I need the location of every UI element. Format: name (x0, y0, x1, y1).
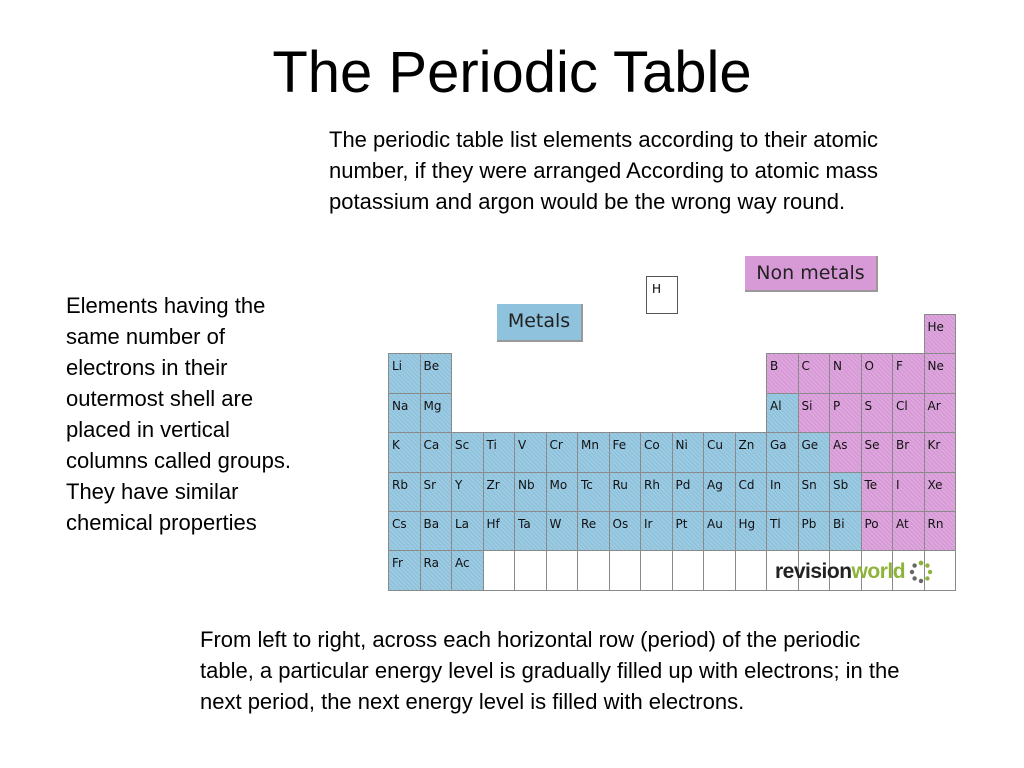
element-tc: Tc (577, 472, 610, 512)
element-empty (609, 550, 642, 590)
logo-dots-icon (909, 560, 933, 584)
table-gap (420, 314, 452, 353)
table-gap (892, 314, 924, 353)
table-gap (798, 314, 830, 353)
revisionworld-logo (775, 560, 933, 584)
element-as: As (829, 432, 862, 472)
element-cl: Cl (892, 393, 925, 433)
element-zn: Zn (735, 432, 768, 472)
element-pt: Pt (672, 511, 705, 551)
element-au: Au (703, 511, 736, 551)
element-ti: Ti (483, 432, 516, 472)
element-tl: Tl (766, 511, 799, 551)
element-bi: Bi (829, 511, 862, 551)
element-mo: Mo (546, 472, 579, 512)
element-os: Os (609, 511, 642, 551)
table-gap (640, 314, 672, 353)
table-gap (703, 314, 735, 353)
element-ni: Ni (672, 432, 705, 472)
element-xe: Xe (924, 472, 957, 512)
element-he: He (924, 314, 957, 354)
element-ra: Ra (420, 550, 453, 590)
element-kr: Kr (924, 432, 957, 472)
table-gap (735, 314, 767, 353)
element-ne: Ne (924, 353, 957, 393)
element-ar: Ar (924, 393, 957, 433)
table-gap (735, 393, 767, 432)
periodic-table (388, 314, 955, 590)
element-at: At (892, 511, 925, 551)
element-re: Re (577, 511, 610, 551)
element-fe: Fe (609, 432, 642, 472)
element-empty (672, 550, 705, 590)
table-gap (483, 353, 515, 392)
nonmetals-label: Non metals (745, 256, 878, 292)
periods-text: From left to right, across each horizontal row (period) of the periodic table, a particular energy level is gradually filled up with electrons; in the next period, the next energy level is filled with electrons. (200, 627, 900, 714)
element-p: P (829, 393, 862, 433)
element-hg: Hg (735, 511, 768, 551)
table-gap (672, 393, 704, 432)
element-cs: Cs (388, 511, 421, 551)
element-cu: Cu (703, 432, 736, 472)
element-se: Se (861, 432, 894, 472)
element-b: B (766, 353, 799, 393)
table-gap (703, 353, 735, 392)
table-gap (577, 393, 609, 432)
element-po: Po (861, 511, 894, 551)
element-pb: Pb (798, 511, 831, 551)
table-gap (451, 314, 483, 353)
element-fr: Fr (388, 550, 421, 590)
intro-text: The periodic table list elements according to their atomic number, if they were arranged According to atomic mass potassium and argon would be the wrong way round. (329, 127, 879, 214)
table-gap (609, 314, 641, 353)
element-mg: Mg (420, 393, 453, 433)
element-ir: Ir (640, 511, 673, 551)
element-ru: Ru (609, 472, 642, 512)
table-gap (546, 353, 578, 392)
hydrogen-cell: H (646, 276, 678, 314)
element-n: N (829, 353, 862, 393)
element-la: La (451, 511, 484, 551)
element-ac: Ac (451, 550, 484, 590)
element-empty (483, 550, 516, 590)
element-empty (546, 550, 579, 590)
element-y: Y (451, 472, 484, 512)
element-ca: Ca (420, 432, 453, 472)
table-gap (640, 353, 672, 392)
element-w: W (546, 511, 579, 551)
table-gap (672, 353, 704, 392)
element-si: Si (798, 393, 831, 433)
table-gap (672, 314, 704, 353)
element-v: V (514, 432, 547, 472)
element-li: Li (388, 353, 421, 393)
element-zr: Zr (483, 472, 516, 512)
element-ag: Ag (703, 472, 736, 512)
element-empty (703, 550, 736, 590)
element-ba: Ba (420, 511, 453, 551)
logo-text-revision: revision (775, 560, 852, 583)
element-empty (514, 550, 547, 590)
element-sr: Sr (420, 472, 453, 512)
element-o: O (861, 353, 894, 393)
table-gap (483, 393, 515, 432)
element-mn: Mn (577, 432, 610, 472)
element-i: I (892, 472, 925, 512)
element-na: Na (388, 393, 421, 433)
element-empty (577, 550, 610, 590)
table-gap (829, 314, 861, 353)
metals-label: Metals (497, 304, 583, 342)
element-pd: Pd (672, 472, 705, 512)
element-co: Co (640, 432, 673, 472)
table-gap (514, 393, 546, 432)
slide-title: The Periodic Table (272, 40, 752, 105)
element-in: In (766, 472, 799, 512)
element-s: S (861, 393, 894, 433)
element-be: Be (420, 353, 453, 393)
element-te: Te (861, 472, 894, 512)
element-sn: Sn (798, 472, 831, 512)
element-nb: Nb (514, 472, 547, 512)
element-cr: Cr (546, 432, 579, 472)
table-gap (514, 353, 546, 392)
element-hf: Hf (483, 511, 516, 551)
table-gap (546, 393, 578, 432)
element-k: K (388, 432, 421, 472)
element-cd: Cd (735, 472, 768, 512)
element-empty (640, 550, 673, 590)
table-gap (451, 393, 483, 432)
table-gap (766, 314, 798, 353)
element-ge: Ge (798, 432, 831, 472)
element-al: Al (766, 393, 799, 433)
element-c: C (798, 353, 831, 393)
table-gap (451, 353, 483, 392)
element-rh: Rh (640, 472, 673, 512)
table-gap (577, 353, 609, 392)
element-f: F (892, 353, 925, 393)
table-gap (703, 393, 735, 432)
element-empty (735, 550, 768, 590)
element-rn: Rn (924, 511, 957, 551)
groups-text: Elements having the same number of electrons in their outermost shell are placed in vertical columns called groups. They have similar chemical properties (66, 293, 292, 535)
element-ta: Ta (514, 511, 547, 551)
element-br: Br (892, 432, 925, 472)
element-sc: Sc (451, 432, 484, 472)
element-sb: Sb (829, 472, 862, 512)
table-gap (388, 314, 420, 353)
table-gap (640, 393, 672, 432)
table-gap (861, 314, 893, 353)
element-ga: Ga (766, 432, 799, 472)
table-gap (609, 353, 641, 392)
table-gap (609, 393, 641, 432)
element-rb: Rb (388, 472, 421, 512)
logo-text-world: world (851, 560, 906, 583)
table-gap (735, 353, 767, 392)
